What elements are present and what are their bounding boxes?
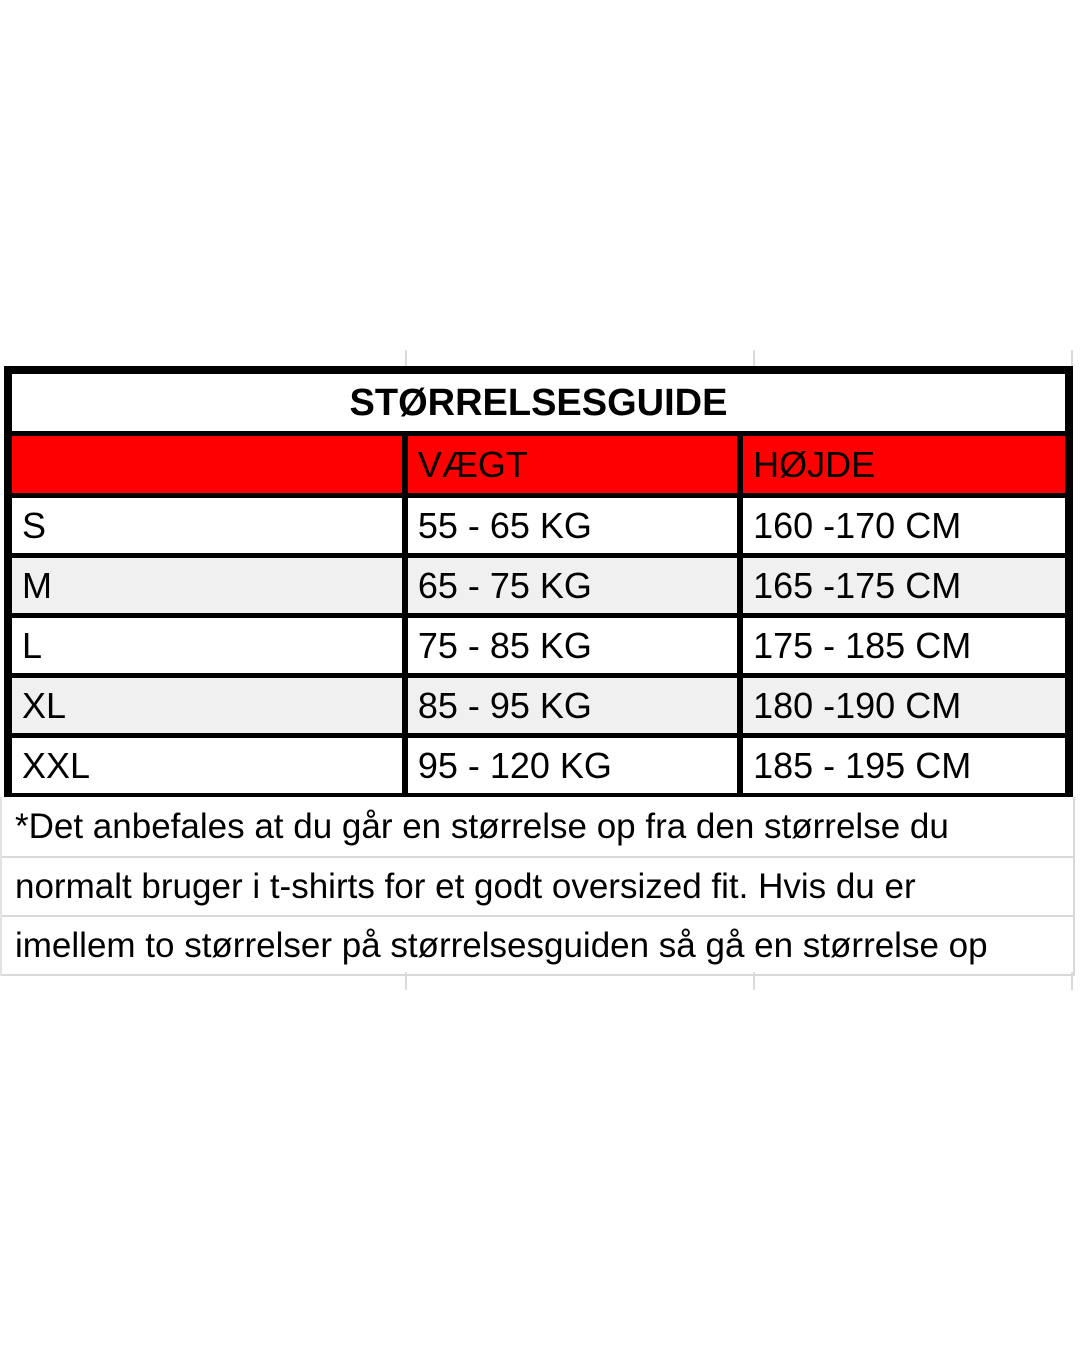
- table-row-l: [8, 616, 1069, 676]
- size-cell: XL: [8, 676, 405, 736]
- gridline-stub-bottom-2: [753, 972, 755, 990]
- gridline-stub-bottom-3: [1071, 972, 1073, 990]
- table-header-row: [8, 434, 1069, 496]
- gridline-stub-bottom-1: [405, 972, 407, 990]
- size-cell: L: [8, 616, 405, 676]
- size-guide-table: [4, 366, 1073, 801]
- weight-cell: 65 - 75 KG: [405, 556, 740, 616]
- footnote-line-2: normalt bruger i t-shirts for et godt oversized fit. Hvis du er: [2, 858, 1073, 917]
- table-row-m: [8, 556, 1069, 616]
- weight-cell: 55 - 65 KG: [405, 496, 740, 556]
- height-cell: 180 -190 CM: [740, 676, 1069, 736]
- weight-cell: 85 - 95 KG: [405, 676, 740, 736]
- gridline-stub-top-1: [405, 350, 407, 366]
- footnote-line-3: imellem to størrelser på størrelsesguiden så gå en størrelse op: [2, 917, 1073, 976]
- table-title: STØRRELSESGUIDE: [8, 370, 1069, 434]
- gridline-stub-top-2: [753, 350, 755, 366]
- height-cell: 165 -175 CM: [740, 556, 1069, 616]
- footnote-line-1: *Det anbefales at du går en størrelse op fra den størrelse du: [2, 797, 1073, 858]
- table-row-xxl: [8, 736, 1069, 798]
- weight-cell: 95 - 120 KG: [405, 736, 740, 798]
- header-size-cell: [8, 434, 405, 496]
- height-cell: 185 - 195 CM: [740, 736, 1069, 798]
- header-height-cell: HØJDE: [740, 434, 1069, 496]
- size-cell: M: [8, 556, 405, 616]
- weight-cell: 75 - 85 KG: [405, 616, 740, 676]
- table-row-xl: [8, 676, 1069, 736]
- size-cell: XXL: [8, 736, 405, 798]
- gridline-stub-top-3: [1071, 350, 1073, 366]
- height-cell: 175 - 185 CM: [740, 616, 1069, 676]
- table-title-row: [8, 370, 1069, 434]
- header-weight-cell: VÆGT: [405, 434, 740, 496]
- footnote: [0, 797, 1075, 976]
- table-row-s: [8, 496, 1069, 556]
- size-cell: S: [8, 496, 405, 556]
- height-cell: 160 -170 CM: [740, 496, 1069, 556]
